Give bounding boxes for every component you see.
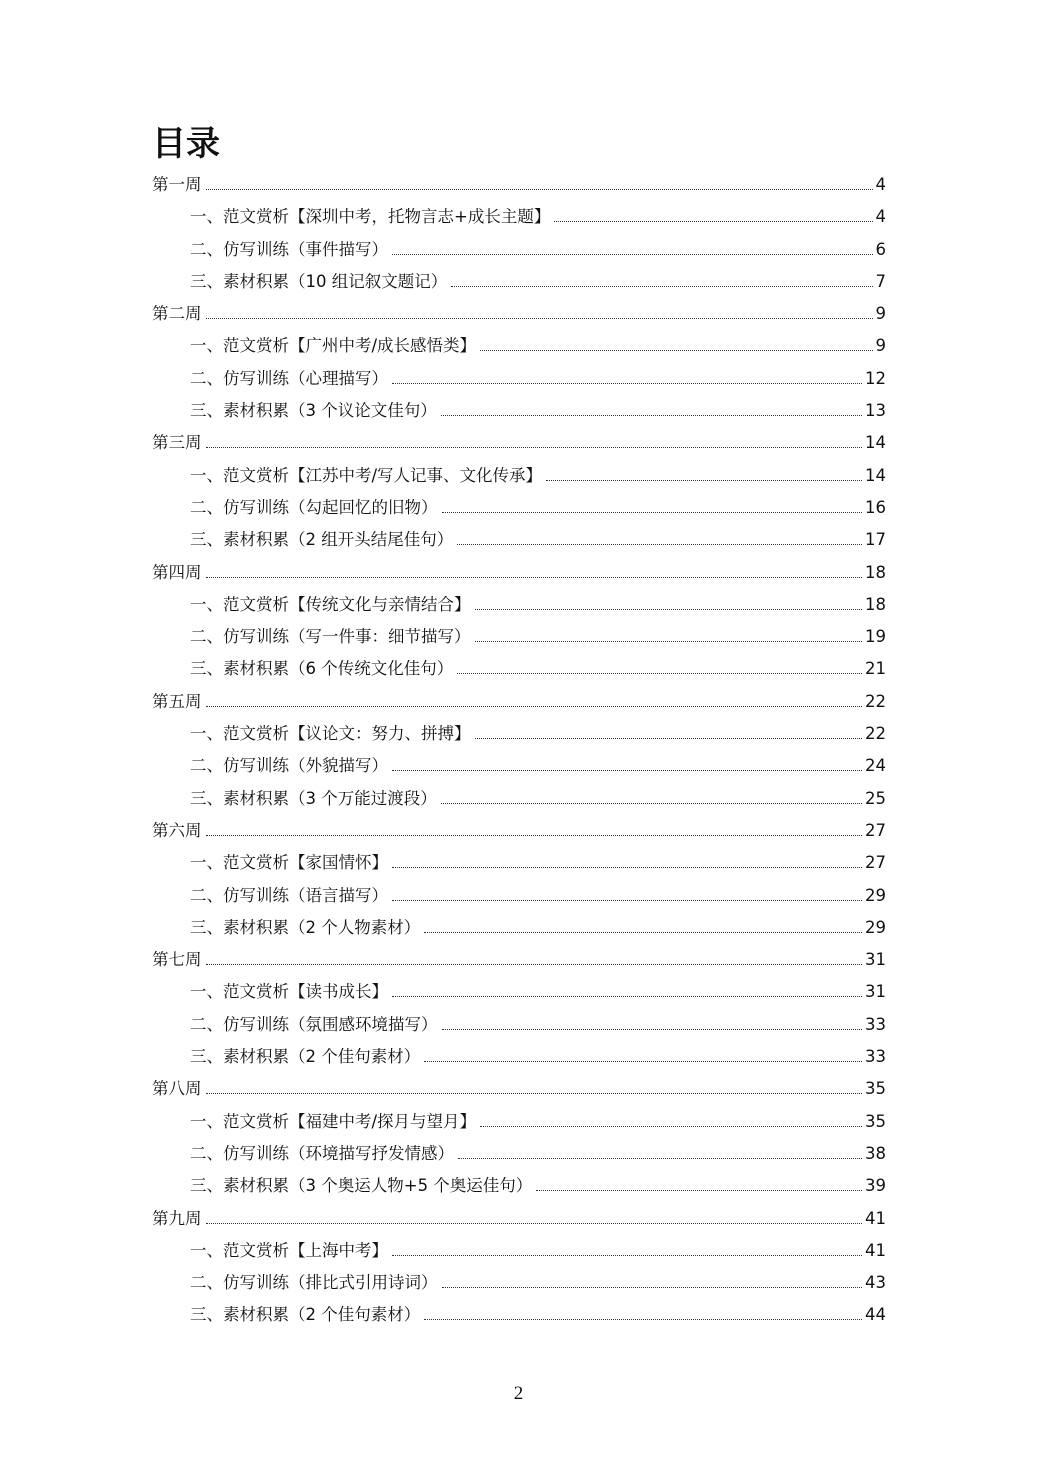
toc-entry-page: 18 [865, 562, 886, 582]
dot-leader [392, 254, 873, 255]
dot-leader [457, 544, 862, 545]
toc-entry-label: 三、素材积累（2 个佳句素材） [190, 1305, 421, 1325]
toc-week-row[interactable] [152, 557, 886, 589]
toc-entry-label: 第二周 [152, 304, 202, 324]
toc-entry-page: 38 [865, 1143, 886, 1163]
dot-leader [554, 221, 872, 222]
toc-entry-page: 9 [875, 336, 886, 356]
toc-entry-label: 一、范文赏析【家国情怀】 [190, 853, 388, 873]
toc-entry-page: 31 [865, 982, 886, 1002]
toc-week-row[interactable] [152, 686, 886, 718]
toc-section-row[interactable] [152, 1235, 886, 1267]
toc-entry-page: 4 [875, 175, 886, 194]
toc-entry-label: 三、素材积累（3 个奥运人物+5 个奥运佳句） [190, 1176, 533, 1196]
dot-leader [480, 1126, 862, 1127]
toc-title: 目录 [152, 124, 220, 164]
toc-entry-label: 三、素材积累（3 个议论文佳句） [190, 401, 437, 421]
toc-section-row[interactable] [152, 460, 886, 492]
toc-section-row[interactable] [152, 718, 886, 750]
toc-entry-page: 41 [865, 1240, 886, 1260]
toc-entry-label: 一、范文赏析【议论文：努力、拼搏】 [190, 724, 471, 744]
toc-section-row[interactable] [152, 750, 886, 782]
toc-entry-page: 33 [865, 1047, 886, 1067]
dot-leader [206, 447, 863, 448]
toc-entry-page: 6 [875, 239, 886, 259]
toc-entry-label: 一、范文赏析【传统文化与亲情结合】 [190, 594, 471, 614]
toc-section-row[interactable] [152, 912, 886, 944]
toc-week-row[interactable] [152, 427, 886, 459]
toc-entry-page: 18 [865, 594, 886, 614]
dot-leader [206, 835, 863, 836]
dot-leader [392, 1255, 862, 1256]
dot-leader [441, 803, 862, 804]
dot-leader [442, 1029, 863, 1030]
toc-entry-page: 39 [865, 1176, 886, 1196]
dot-leader [480, 350, 872, 351]
toc-entry-label: 三、素材积累（6 个传统文化佳句） [190, 659, 454, 679]
toc-week-row[interactable] [152, 1073, 886, 1105]
toc-section-row[interactable] [152, 653, 886, 685]
toc-section-row[interactable] [152, 266, 886, 298]
toc-entry-label: 第三周 [152, 433, 202, 453]
dot-leader [206, 318, 873, 319]
toc-entry-label: 一、范文赏析【读书成长】 [190, 982, 388, 1002]
toc-week-row[interactable] [152, 944, 886, 976]
dot-leader [546, 480, 862, 481]
toc-entry-page: 27 [865, 820, 886, 840]
toc-entry-label: 第四周 [152, 562, 202, 582]
toc-entry-label: 一、范文赏析【广州中考/成长感悟类】 [190, 336, 477, 356]
toc-section-row[interactable] [152, 524, 886, 556]
toc-section-row[interactable] [152, 880, 886, 912]
dot-leader [442, 1287, 863, 1288]
toc-section-row[interactable] [152, 1299, 886, 1331]
dot-leader [441, 415, 862, 416]
dot-leader [424, 1061, 862, 1062]
toc-entry-page: 27 [865, 853, 886, 873]
toc-entry-page: 21 [865, 659, 886, 679]
toc-entry-label: 二、仿写训练（事件描写） [190, 239, 388, 259]
toc-section-row[interactable] [152, 363, 886, 395]
toc-entry-label: 二、仿写训练（心理描写） [190, 368, 388, 388]
dot-leader [392, 770, 862, 771]
toc-section-row[interactable] [152, 1267, 886, 1299]
toc-entry-label: 一、范文赏析【上海中考】 [190, 1240, 388, 1260]
dot-leader [392, 867, 862, 868]
toc-section-row[interactable] [152, 1170, 886, 1202]
toc-entry-label: 三、素材积累（3 个万能过渡段） [190, 788, 437, 808]
dot-leader [206, 1223, 863, 1224]
toc-section-row[interactable] [152, 330, 886, 362]
toc-section-row[interactable] [152, 1138, 886, 1170]
dot-leader [475, 609, 863, 610]
dot-leader [424, 1319, 862, 1320]
dot-leader [392, 996, 862, 997]
toc-entry-label: 第八周 [152, 1079, 202, 1099]
toc-section-row[interactable] [152, 234, 886, 266]
toc-entry-label: 二、仿写训练（外貌描写） [190, 756, 388, 776]
dot-leader [206, 964, 863, 965]
toc-entry-label: 二、仿写训练（写一件事：细节描写） [190, 627, 471, 647]
toc-section-row[interactable] [152, 783, 886, 815]
toc-section-row[interactable] [152, 589, 886, 621]
dot-leader [442, 512, 863, 513]
table-of-contents [152, 169, 886, 1332]
toc-week-row[interactable] [152, 815, 886, 847]
toc-entry-page: 24 [865, 756, 886, 776]
toc-entry-page: 35 [865, 1111, 886, 1131]
toc-entry-label: 一、范文赏析【深圳中考，托物言志+成长主题】 [190, 207, 551, 227]
dot-leader [392, 900, 862, 901]
toc-section-row[interactable] [152, 1009, 886, 1041]
toc-entry-page: 17 [865, 530, 886, 550]
dot-leader [475, 641, 863, 642]
toc-entry-label: 二、仿写训练（勾起回忆的旧物） [190, 497, 438, 517]
toc-entry-label: 二、仿写训练（环境描写抒发情感） [190, 1143, 454, 1163]
toc-entry-page: 44 [865, 1305, 886, 1325]
toc-section-row[interactable] [152, 847, 886, 879]
toc-entry-label: 第九周 [152, 1208, 202, 1228]
dot-leader [475, 738, 863, 739]
toc-section-row[interactable] [152, 1041, 886, 1073]
toc-entry-page: 4 [875, 207, 886, 227]
toc-entry-page: 35 [865, 1079, 886, 1099]
toc-entry-page: 29 [865, 885, 886, 905]
toc-section-row[interactable] [152, 492, 886, 524]
toc-entry-page: 33 [865, 1014, 886, 1034]
toc-entry-page: 41 [865, 1208, 886, 1228]
toc-entry-page: 13 [865, 401, 886, 421]
toc-entry-page: 12 [865, 368, 886, 388]
dot-leader [206, 1093, 863, 1094]
toc-entry-label: 一、范文赏析【福建中考/探月与望月】 [190, 1111, 477, 1131]
toc-entry-label: 三、素材积累（2 个佳句素材） [190, 1047, 421, 1067]
toc-entry-label: 三、素材积累（2 组开头结尾佳句） [190, 530, 454, 550]
toc-entry-page: 16 [865, 497, 886, 517]
toc-entry-page: 43 [865, 1273, 886, 1293]
toc-entry-label: 二、仿写训练（排比式引用诗词） [190, 1273, 438, 1293]
dot-leader [424, 932, 862, 933]
toc-section-row[interactable] [152, 976, 886, 1008]
toc-entry-page: 14 [865, 465, 886, 485]
toc-entry-page: 14 [865, 433, 886, 453]
toc-entry-label: 第五周 [152, 691, 202, 711]
toc-entry-label: 一、范文赏析【江苏中考/写人记事、文化传承】 [190, 465, 543, 485]
toc-section-row[interactable] [152, 395, 886, 427]
toc-entry-label: 三、素材积累（10 组记叙文题记） [190, 271, 448, 291]
dot-leader [451, 286, 872, 287]
dot-leader [392, 383, 862, 384]
toc-entry-page: 29 [865, 917, 886, 937]
dot-leader [206, 577, 863, 578]
dot-leader [457, 673, 862, 674]
toc-entry-label: 三、素材积累（2 个人物素材） [190, 917, 421, 937]
toc-entry-page: 19 [865, 627, 886, 647]
toc-section-row[interactable] [152, 201, 886, 233]
toc-week-row[interactable] [152, 298, 886, 330]
toc-entry-label: 第一周 [152, 175, 202, 194]
page-number: 2 [513, 1383, 524, 1404]
dot-leader [206, 706, 863, 707]
dot-leader [536, 1190, 862, 1191]
toc-entry-page: 25 [865, 788, 886, 808]
toc-entry-label: 二、仿写训练（氛围感环境描写） [190, 1014, 438, 1034]
toc-entry-label: 第六周 [152, 820, 202, 840]
toc-entry-page: 9 [875, 304, 886, 324]
dot-leader [458, 1158, 862, 1159]
toc-entry-label: 二、仿写训练（语言描写） [190, 885, 388, 905]
dot-leader [206, 189, 873, 190]
toc-week-row[interactable] [152, 1203, 886, 1235]
toc-entry-page: 31 [865, 950, 886, 970]
toc-entry-label: 第七周 [152, 950, 202, 970]
toc-week-row[interactable] [152, 169, 886, 201]
toc-section-row[interactable] [152, 1106, 886, 1138]
toc-entry-page: 22 [865, 724, 886, 744]
toc-entry-page: 22 [865, 691, 886, 711]
toc-entry-page: 7 [875, 271, 886, 291]
toc-section-row[interactable] [152, 621, 886, 653]
